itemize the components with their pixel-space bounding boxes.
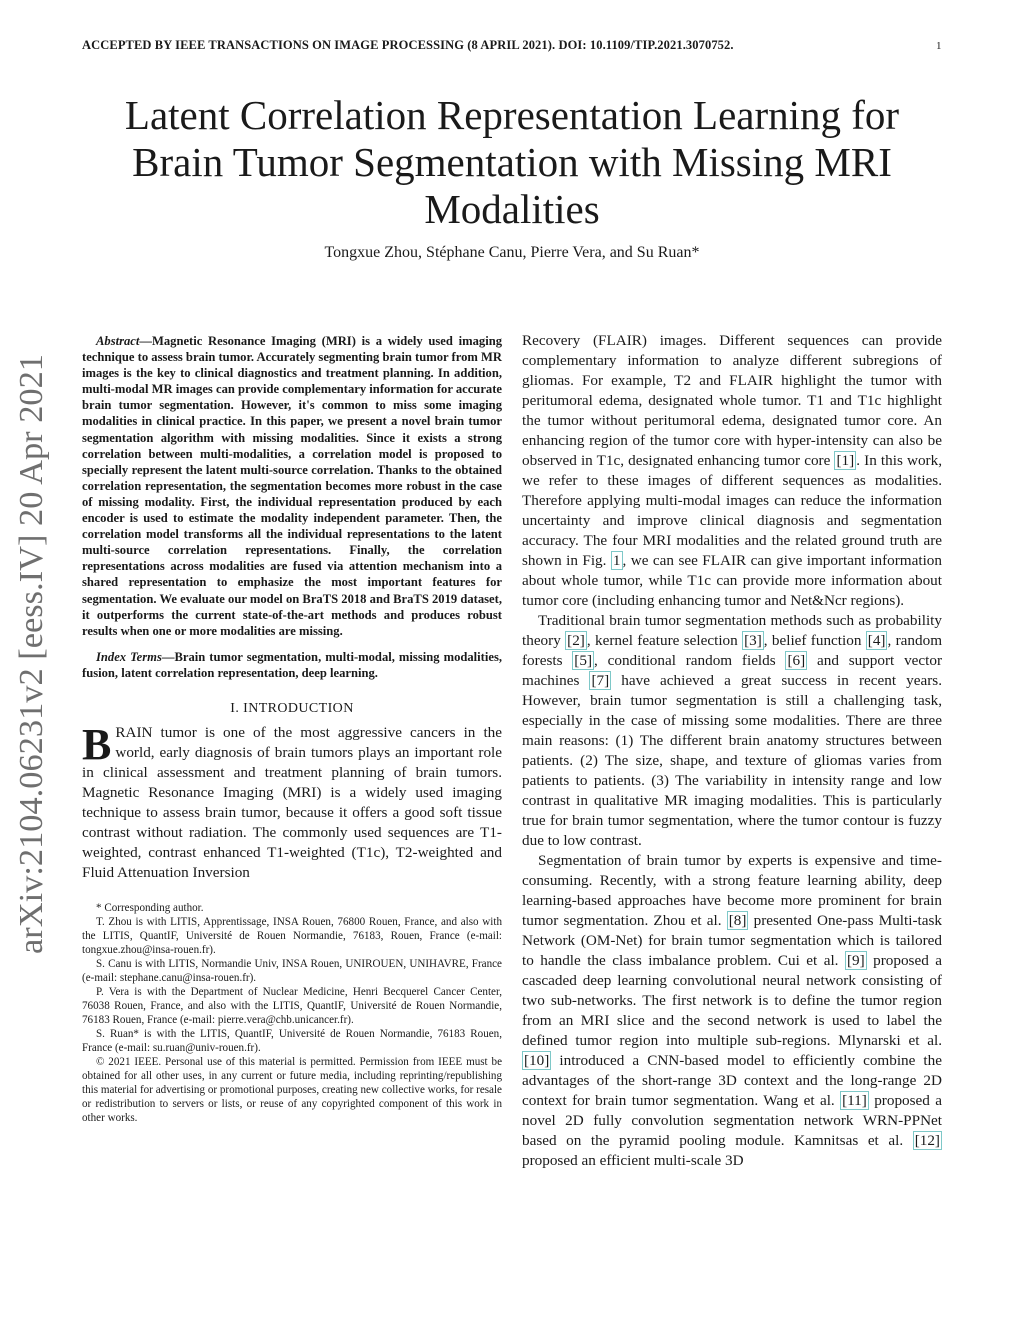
citation-link[interactable]: [12] [914, 1132, 940, 1149]
text-run: proposed a cascaded deep learning convolutional neural network consisting of two sub-networks. The first network is to define the tumor region from an MRI slice and the second network is used to label the defined tumor region into multiple sub-regions. Mlynarski et al. [522, 952, 942, 1049]
figure-link[interactable]: 1 [612, 552, 621, 569]
citation-link[interactable]: [9] [846, 952, 865, 969]
index-terms-text: Brain tumor segmentation, multi-modal, missing modalities, fusion, latent correlation representation, deep learning. [82, 649, 502, 680]
text-run: Segmentation of brain tumor by experts is expensive and time-consuming. Recently, with a strong feature learning ability, deep learning-based approaches have become more prominent for brain tumor segmentation. Zhou et al. [522, 852, 942, 929]
arxiv-stamp-text: arXiv:2104.06231v2 [eess.IV] 20 Apr 2021 [13, 360, 50, 954]
section-title-rest: NTRODUCTION [248, 700, 354, 716]
footnote-vera: P. Vera is with the Department of Nuclear Medicine, Henri Becquerel Cancer Center, 76038 Rouen, France, and also with the LITIS, QuantIF, Université de Rouen Normandie, 76183 Rouen, France (e-mail: pierre.vera@chb.unicancer.fr). [82, 985, 502, 1026]
drop-cap: B [82, 719, 112, 769]
footnote-canu: S. Canu is with LITIS, Normandie Univ, INSA Rouen, UNIROUEN, UNIHAVRE, France (e-mail: stephane.canu@insa-rouen.fr). [82, 957, 502, 984]
footnote-ruan: S. Ruan* is with the LITIS, QuantIF, Université de Rouen Normandie, 76183 Rouen, France (e-mail: su.ruan@univ-rouen.fr). [82, 1027, 502, 1054]
index-terms [82, 649, 502, 681]
text-run: . In this work, we refer to these images of different sequences as modalities. Therefore applying multi-modal images can reduce the information uncertainty and improve clinical diagnosis and segmentation accuracy. The four MRI modalities and the related ground truth are shown in Fig. [522, 452, 943, 569]
text-run: Traditional brain tumor segmentation methods such as probability theory [522, 612, 942, 649]
intro-first-word: RAIN [115, 723, 153, 741]
citation-link[interactable]: [5] [574, 652, 593, 669]
footnote-zhou: T. Zhou is with LITIS, Apprentissage, INSA Rouen, 76800 Rouen, France, and also with the LITIS, QuantIF, Université de Rouen Normandie, 76183, Rouen, France (e-mail: tongxue.zhou@insa-rouen.fr). [82, 915, 502, 956]
text-run: proposed an efficient multi-scale 3D [522, 1152, 744, 1169]
right-column [522, 331, 942, 1171]
abstract-text: Magnetic Resonance Imaging (MRI) is a widely used imaging technique to assess brain tumor. Accurately segmenting brain tumor from MR images is the key to clinical diagnostics and treatment planning. In addition, multi-modal MR images can provide complementary information for accurate brain tumor segmentation. However, it's common to miss some imaging modalities in clinical practice. In this paper, we present a novel brain tumor segmentation algorithm with missing modalities. Since it exists a strong correlation between multi-modalities, a correlation model is proposed to specially represent the latent multi-source correlation. Thanks to the obtained correlation representation, the segmentation becomes more robust in the case of missing modality. First, the individual representation produced by each encoder is used to estimate the modality independent parameter. Then, the correlation model transforms all the individual representations to the latent multi-source correlation representations. Finally, the correlation representations across modalities are fused via attention mechanism into a shared representation to emphasize the most important features for segmentation. We evaluate our model on BraTS 2018 and BraTS 2019 dataset, it outperforms the current state-of-the-art methods and produces robust results when one or more modalities are missing. [82, 334, 502, 638]
citation-link[interactable]: [8] [728, 912, 747, 929]
paragraph-modalities [522, 331, 942, 611]
citation-link[interactable]: [3] [744, 632, 762, 649]
text-run: , random forests [522, 632, 943, 669]
section-title-first: I [243, 700, 249, 716]
text-run: have achieved a great success in recent years. However, brain tumor segmentation is still a challenging task, especially in the case of missing some modalities. There are three main reasons: (1) The different brain anatomy structures between patients. (2) The size, shape, and texture of gliomas varies from patients to patients. (3) The variability in intensity range and low contrast in qualitative MR imaging modalities. This is particularly true for brain tumor segmentation, where the tumor contour is fuzzy due to low contrast. [522, 672, 942, 849]
citation-link[interactable]: [4] [867, 632, 886, 649]
paragraph-deep-learning [522, 851, 942, 1171]
running-head: ACCEPTED BY IEEE TRANSACTIONS ON IMAGE PROCESSING (8 APRIL 2021). DOI: 10.1109/TIP.2021.3070752. [82, 38, 734, 52]
abstract [82, 333, 502, 639]
section-heading-introduction [82, 701, 502, 717]
index-terms-dash: — [161, 649, 175, 664]
footnotes [82, 901, 502, 1125]
abstract-dash: — [139, 334, 152, 348]
intro-paragraph [82, 719, 502, 883]
footnote-copyright: © 2021 IEEE. Personal use of this material is permitted. Permission from IEEE must be obtained for all other uses, in any current or future media, including reprinting/republishing this material for advertising or promotional purposes, creating new collective works, for resale or redistribution to servers or lists, or reuse of any copyrighted component of this work in other works. [82, 1055, 502, 1124]
citation-link[interactable]: [1] [836, 452, 855, 469]
text-run: introduced a CNN-based model to efficiently combine the advantages of the short-range 3D context and the long-range 2D context for brain tumor segmentation. Wang et al. [522, 1052, 942, 1109]
citation-link[interactable]: [7] [591, 672, 610, 689]
arxiv-stamp [2, 352, 56, 956]
text-run: , we can see FLAIR can give important information about whole tumor, while T1c can provide more information about tumor core (including enhancing tumor and Net&Ncr regions). [522, 552, 942, 609]
text-run: , kernel feature selection [586, 632, 743, 649]
citation-link[interactable]: [6] [787, 652, 806, 669]
text-run: , conditional random fields [594, 652, 786, 669]
arxiv-stamp-graphic [2, 352, 56, 956]
left-column [82, 333, 502, 1125]
text-run: Recovery (FLAIR) images. Different sequences can provide complementary information to analyze different subregions of gliomas. For example, T2 and FLAIR highlight the tumor with peritumoral edema, designated whole tumor. T1 and T1c highlight the tumor without peritumoral edema, designated tumor core. An enhancing region of the tumor core with hyper-intensity can also be observed in T1c, designated enhancing tumor core [522, 332, 942, 469]
text-run: and support vector machines [522, 652, 943, 689]
text-run: , belief function [763, 632, 866, 649]
section-numeral: I. [230, 700, 240, 716]
footnote-corresponding: * Corresponding author. [96, 901, 204, 914]
text-run: proposed a novel 2D fully convolution segmentation network WRN-PPNet based on the pyramid pooling module. Kamnitsas et al. [522, 1092, 942, 1149]
paper-title: Latent Correlation Representation Learning for Brain Tumor Segmentation with Missing MRI Modalities [124, 92, 900, 232]
citation-link[interactable]: [10] [524, 1052, 550, 1069]
intro-text: tumor is one of the most aggressive cancers in the world, early diagnosis of brain tumors plays an important role in clinical assessment and treatment planning of brain tumors. Magnetic Resonance Imaging (MRI) is a widely used imaging technique to assess brain tumor, because it offers a good soft tissue contrast without radiation. The commonly used sequences are T1-weighted, contrast enhanced T1-weighted (T1c), T2-weighted and Fluid Attenuation Inversion [82, 723, 502, 881]
text-run: presented One-pass Multi-task Network (OM-Net) for brain tumor segmentation which is tailored to handle the class imbalance problem. Cui et al. [522, 912, 942, 969]
paragraph-traditional-methods [522, 611, 942, 851]
citation-link[interactable]: [2] [567, 632, 585, 649]
citation-link[interactable]: [11] [842, 1092, 867, 1109]
page-number: 1 [936, 40, 942, 52]
abstract-label: Abstract [96, 334, 140, 348]
author-list: Tongxue Zhou, Stéphane Canu, Pierre Vera, and Su Ruan* [324, 244, 700, 261]
index-terms-label: Index Terms [96, 649, 162, 664]
